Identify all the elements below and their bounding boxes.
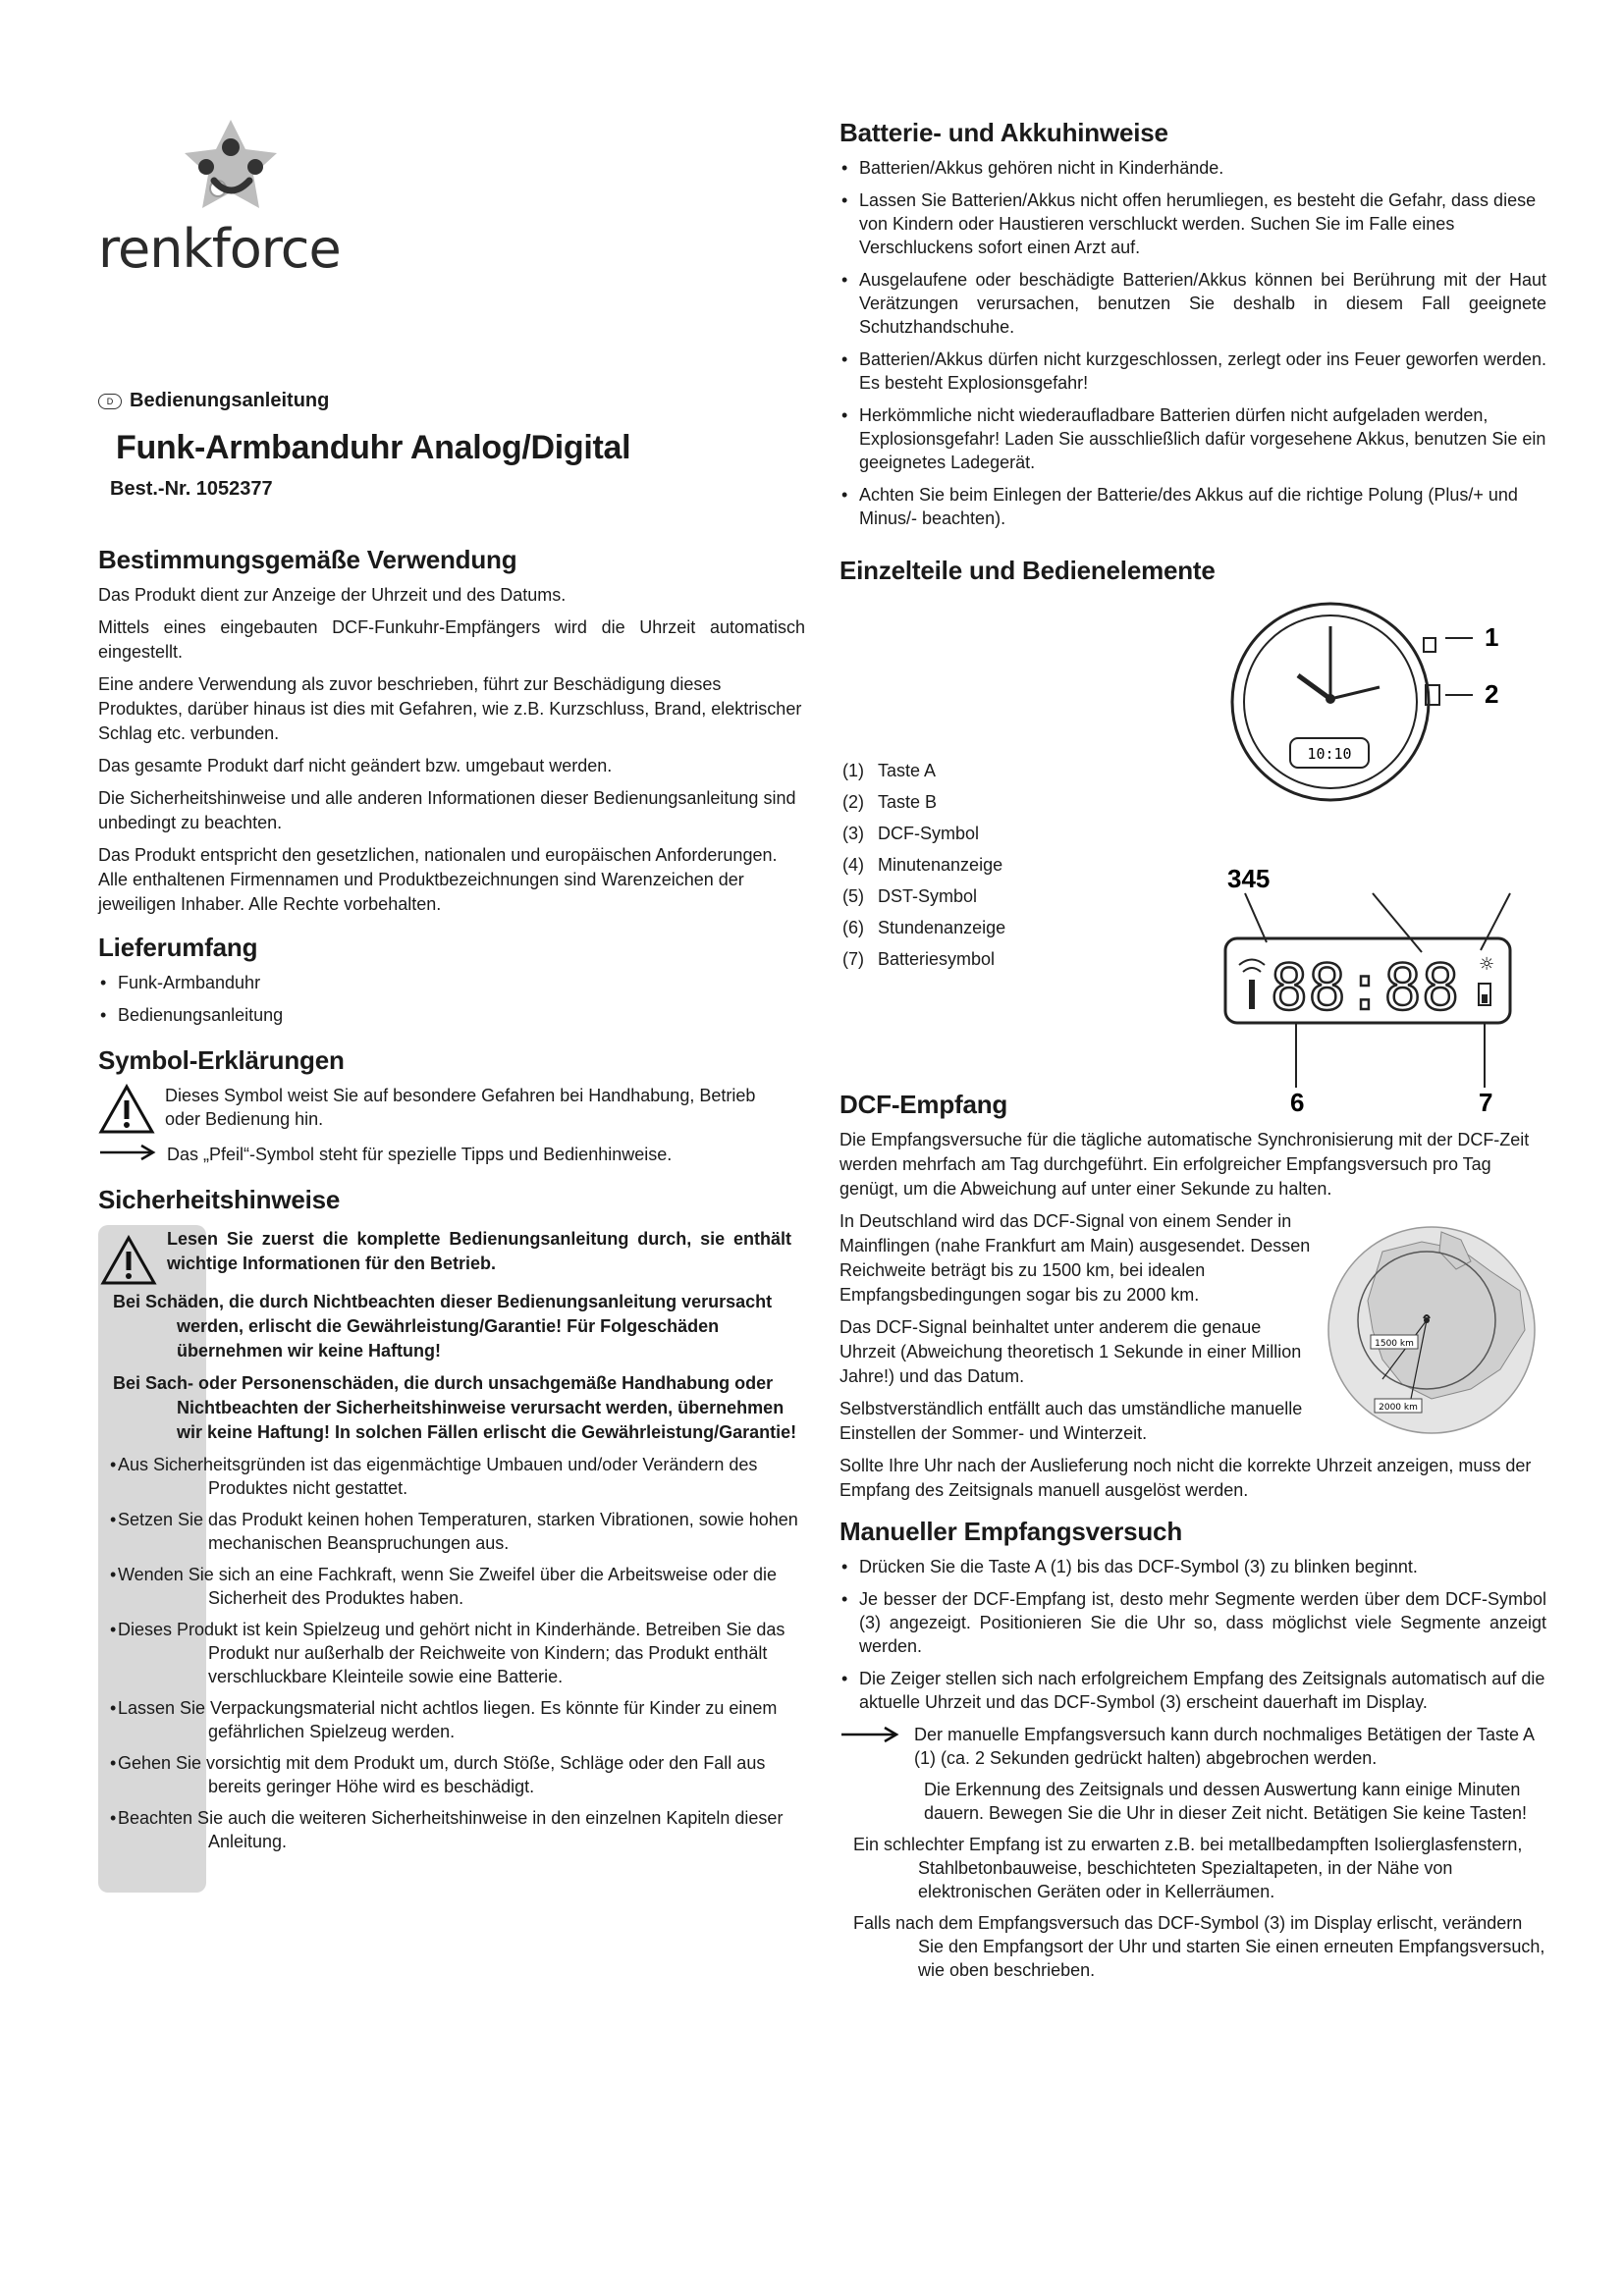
document-title: Funk-Armbanduhr Analog/Digital: [116, 429, 631, 466]
symbol-off-note: Falls nach dem Empfangsversuch das DCF-Symbol (3) im Display erlischt, verändern Sie den Empfangsort der Uhr und starten Sie einen erneuten Empfangsversuch, wie oben beschrieben.: [853, 1913, 1545, 1980]
list-item: • Herkömmliche nicht wiederaufladbare Batterien dürfen nicht aufgeladen werden, Explosionsgefahr! Laden Sie ausschließlich dafür vorgesehene Akkus, benutzen Sie ein geeignetes Ladegerät.: [839, 403, 1546, 474]
arrow-note: [839, 1723, 1546, 1770]
range-label-2000: 2000 km: [1379, 1403, 1418, 1413]
delivery-section: [98, 933, 805, 1036]
usage-paragraph: Die Sicherheitshinweise und alle anderen Informationen dieser Bedienungsanleitung sind unbedingt zu beachten.: [98, 788, 796, 832]
manual-reception-heading: Manueller Empfangsversuch: [839, 1517, 1182, 1546]
safety-item: • Lassen Sie Verpackungsmaterial nicht achtlos liegen. Es könnte für Kinder zu einem gefährlichen Spielzeug werden.: [110, 1698, 778, 1741]
dcf-paragraph: Sollte Ihre Uhr nach der Auslieferung noch nicht die korrekte Uhrzeit anzeigen, muss der Empfang des Zeitsignals manuell ausgelöst werden.: [839, 1456, 1532, 1500]
battery-section: [839, 118, 1546, 539]
safety-item: • Setzen Sie das Produkt keinen hohen Temperaturen, starken Vibrationen, sowie hohen mechanischen Beanspruchungen aus.: [110, 1510, 798, 1553]
arrow-symbol-text: Das „Pfeil“-Symbol steht für spezielle Tipps und Bedienhinweise.: [167, 1145, 673, 1164]
order-number: Best.-Nr. 1052377: [110, 478, 273, 500]
usage-paragraph: Eine andere Verwendung als zuvor beschrieben, führt zur Beschädigung dieses Produktes, darüber hinaus ist dies mit Gefahren, wie z.B. Kurzschluss, Brand, elektrischer Schlag etc. verbunden.: [98, 674, 802, 743]
dcf-heading: DCF-Empfang: [839, 1090, 1008, 1119]
callout-7: 7: [1479, 1088, 1493, 1117]
safety-bold-note: Bei Sach- oder Personenschäden, die durch unsachgemäße Handhabung oder Nichtbeachten der Sicherheitshinweise verursacht werden, übernehmen wir keine Haftung! In solchen Fällen erlischt die Gewährleistung/Garantie!: [113, 1373, 797, 1442]
list-item: • Achten Sie beim Einlegen der Batterie/des Akkus auf die richtige Polung (Plus/+ und Minus/- beachten).: [839, 483, 1546, 530]
button-a-shape: [1424, 638, 1435, 652]
safety-item: • Gehen Sie vorsichtig mit dem Produkt um, durch Stöße, Schläge oder den Fall aus bereits geringer Höhe wird es beschädigt.: [110, 1753, 766, 1796]
safety-section: [98, 1227, 805, 1861]
renkforce-star-icon: [167, 118, 295, 216]
warning-triangle-icon: [100, 1235, 157, 1286]
arrow-symbol-row: [98, 1143, 805, 1166]
safety-item: • Beachten Sie auch die weiteren Sicherheitshinweise in den einzelnen Kapiteln dieser Anleitung.: [110, 1808, 784, 1851]
language-badge: D: [98, 394, 122, 409]
parts-list: [842, 759, 1005, 979]
dcf-paragraph: Die Empfangsversuche für die tägliche automatische Synchronisierung mit der DCF-Zeit werden mehrfach am Tag durchgeführt. Ein erfolgreicher Empfangsversuch pro Tag genügt, um die Abweichung auf unter einer Sekunde zu halten.: [839, 1130, 1530, 1199]
arrow-right-icon: [98, 1143, 157, 1162]
list-item: • Batterien/Akkus gehören nicht in Kinderhände.: [839, 156, 1546, 180]
list-item: (1) Taste A: [842, 761, 937, 780]
safety-bold-note: Lesen Sie zuerst die komplette Bedienungsanleitung durch, sie enthält wichtige Informationen für den Betrieb.: [167, 1229, 791, 1273]
safety-heading: Sicherheitshinweise: [98, 1185, 341, 1214]
list-item: (7) Batteriesymbol: [842, 949, 996, 969]
list-item: • Ausgelaufene oder beschädigte Batterien/Akkus können bei Berührung mit der Haut Verätzungen verursachen, benutzen Sie deshalb in diesem Fall geeignete Schutzhandschuhe.: [839, 268, 1546, 339]
arrow-note-text: Der manuelle Empfangsversuch kann durch nochmaliges Betätigen der Taste A (1) (ca. 2 Sekunden gedrückt halten) abgebrochen werden.: [914, 1725, 1535, 1768]
usage-paragraph: Das Produkt dient zur Anzeige der Uhrzeit und des Datums.: [98, 585, 567, 605]
europe-range-map: [1324, 1222, 1542, 1438]
usage-heading: Bestimmungsgemäße Verwendung: [98, 545, 517, 574]
bad-reception-note: Ein schlechter Empfang ist zu erwarten z.B. bei metallbedampften Isolierglasfenstern, Stahlbetonbauweise, beschichteten Spezialtapeten, in der Nähe von elektronischen Geräten oder in Kellerräumen.: [853, 1835, 1523, 1901]
lcd-diagram: [1208, 854, 1542, 1119]
callout-345: 345: [1227, 864, 1271, 893]
manual-label: [98, 390, 329, 412]
watch-display-time: 10:10: [1307, 745, 1352, 763]
brand-name: renkforce: [98, 218, 341, 280]
list-item: • Batterien/Akkus dürfen nicht kurzgeschlossen, zerlegt oder ins Feuer geworfen werden. Es besteht Explosionsgefahr!: [839, 347, 1546, 395]
lcd-digits: 88:88: [1270, 952, 1460, 1025]
manual-reception-section: [839, 1517, 1546, 1990]
dcf-paragraph: Das DCF-Signal beinhaltet unter anderem die genaue Uhrzeit (Abweichung theoretisch 1 Sekunde in einer Million Jahre!) und das Datum.: [839, 1317, 1302, 1386]
list-item: • Drücken Sie die Taste A (1) bis das DCF-Symbol (3) zu blinken beginnt.: [839, 1555, 1546, 1578]
usage-section: [98, 545, 805, 925]
dst-symbol-icon: ☼: [1479, 954, 1495, 975]
list-item: (3) DCF-Symbol: [842, 824, 980, 843]
list-item: (6) Stundenanzeige: [842, 918, 1006, 937]
list-item: • Lassen Sie Batterien/Akkus nicht offen herumliegen, es besteht die Gefahr, dass diese von Kindern oder Haustieren verschluckt werden. Suchen Sie im Falle eines Verschluckens sofort einen Arzt auf.: [839, 188, 1546, 259]
watch-diagram: [1227, 589, 1522, 834]
list-item: • Bedienungsanleitung: [98, 1003, 805, 1027]
list-item: • Je besser der DCF-Empfang ist, desto mehr Segmente werden über dem DCF-Symbol (3) angezeigt. Positionieren Sie die Uhr so, dass möglichst viele Segmente anzeigt werden.: [839, 1587, 1546, 1658]
usage-paragraph: Das gesamte Produkt darf nicht geändert bzw. umgebaut werden.: [98, 756, 613, 775]
range-label-1500: 1500 km: [1375, 1339, 1414, 1349]
parts-heading: Einzelteile und Bedienelemente: [839, 556, 1216, 585]
list-item: (5) DST-Symbol: [842, 886, 978, 906]
safety-item: • Wenden Sie sich an eine Fachkraft, wenn Sie Zweifel über die Arbeitsweise oder die Sicherheit des Produktes haben.: [110, 1565, 778, 1608]
symbols-section: [98, 1045, 805, 1166]
battery-heading: Batterie- und Akkuhinweise: [839, 118, 1168, 147]
list-item: • Funk-Armbanduhr: [98, 971, 805, 994]
warning-triangle-icon: [98, 1084, 155, 1135]
safety-item: • Dieses Produkt ist kein Spielzeug und gehört nicht in Kinderhände. Betreiben Sie das Produkt nur außerhalb der Reichweite von Kindern; das Produkt enthält verschluckbare Kleinteile sowie eine Batterie.: [110, 1620, 785, 1686]
list-item: (2) Taste B: [842, 792, 938, 812]
warning-symbol-text: Dieses Symbol weist Sie auf besondere Gefahren bei Handhabung, Betrieb oder Bedienung hin.: [165, 1086, 756, 1129]
usage-paragraph: Mittels eines eingebauten DCF-Funkuhr-Empfängers wird die Uhrzeit automatisch eingestellt.: [98, 617, 805, 662]
symbols-heading: Symbol-Erklärungen: [98, 1045, 345, 1075]
brand-logo: [98, 118, 363, 280]
dcf-symbol-icon: [1249, 980, 1255, 1009]
safety-item: • Aus Sicherheitsgründen ist das eigenmächtige Umbauen und/oder Verändern des Produktes nicht gestattet.: [110, 1455, 758, 1498]
arrow-right-icon: [839, 1725, 900, 1744]
safety-bold-note: Bei Schäden, die durch Nichtbeachten dieser Bedienungsanleitung verursacht werden, erlischt die Gewährleistung/Garantie! Für Folgeschäden übernehmen wir keine Haftung!: [113, 1292, 773, 1361]
warning-symbol-row: [98, 1084, 805, 1135]
safety-heading-wrap: [98, 1185, 805, 1223]
list-item: (4) Minutenanzeige: [842, 855, 1003, 875]
list-item: • Die Zeiger stellen sich nach erfolgreichem Empfang des Zeitsignals automatisch auf die aktuelle Uhrzeit und das DCF-Symbol (3) erscheint dauerhaft im Display.: [839, 1667, 1546, 1714]
dcf-paragraph: Selbstverständlich entfällt auch das umständliche manuelle Einstellen der Sommer- und Winterzeit.: [839, 1399, 1303, 1443]
manual-label-text: Bedienungsanleitung: [130, 390, 330, 411]
indent-note: Die Erkennung des Zeitsignals und dessen Auswertung kann einige Minuten dauern. Bewegen Sie die Uhr in dieser Zeit nicht. Betätigen Sie keine Tasten!: [924, 1780, 1528, 1823]
callout-2: 2: [1485, 679, 1499, 709]
usage-paragraph: Das Produkt entspricht den gesetzlichen, nationalen und europäischen Anforderungen. Alle enthaltenen Firmennamen und Produktbezeichnungen sind Warenzeichen der jeweiligen Inhaber. Alle Rechte vorbehalten.: [98, 845, 778, 914]
dcf-paragraph: In Deutschland wird das DCF-Signal von einem Sender in Mainflingen (nahe Frankfurt am Main) ausgesendet. Dessen Reichweite beträgt bis zu 1500 km, bei idealen Empfangsbedingungen sogar bis zu 2000 km.: [839, 1211, 1311, 1305]
callout-1: 1: [1485, 622, 1499, 652]
delivery-heading: Lieferumfang: [98, 933, 258, 962]
callout-6: 6: [1290, 1088, 1305, 1117]
